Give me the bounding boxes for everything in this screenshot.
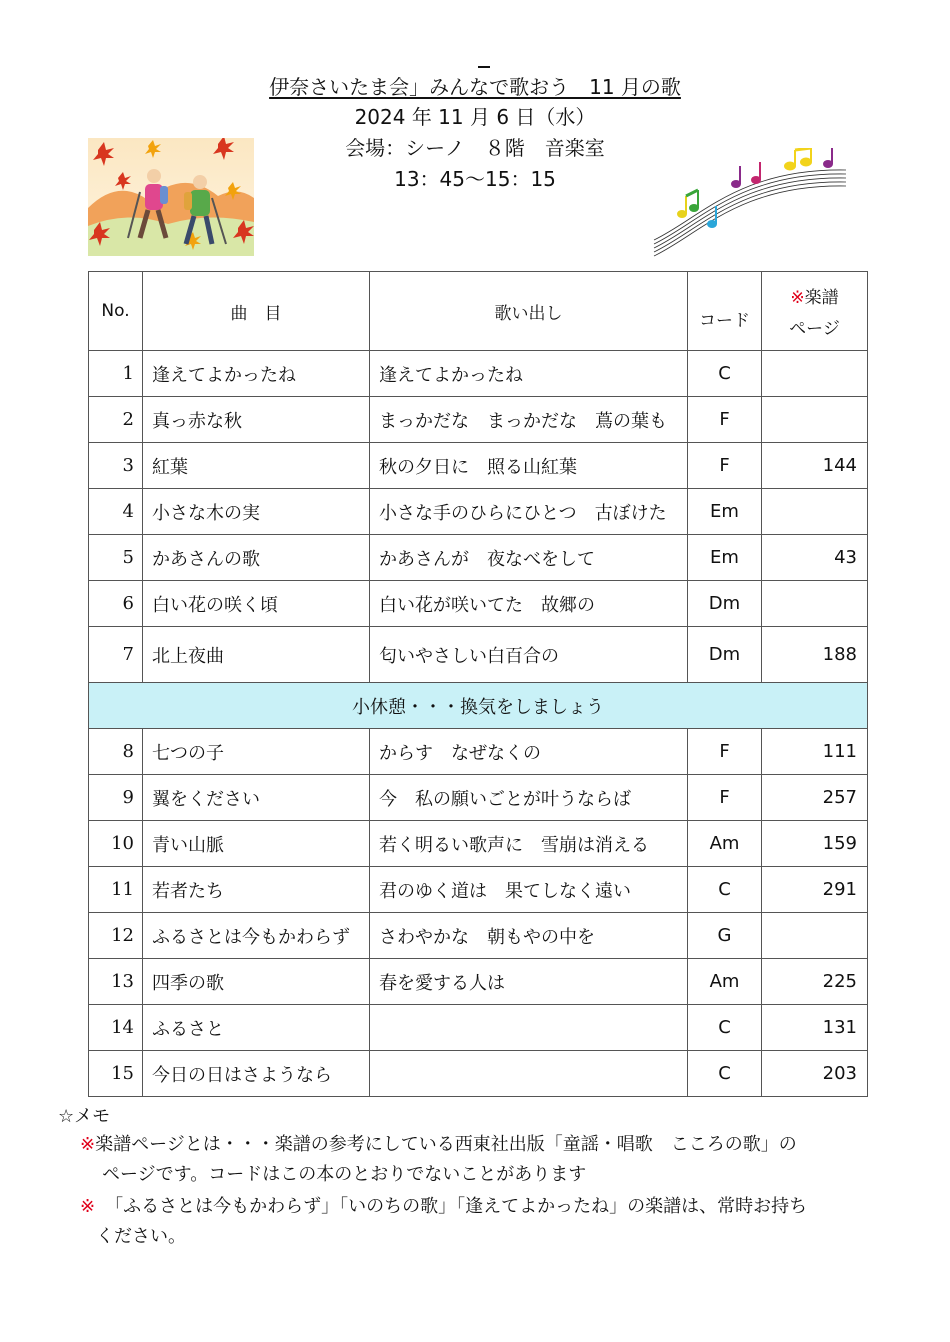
memo-note-1	[58, 1130, 918, 1190]
song-title: ふるさと	[143, 1005, 370, 1051]
song-chord: F	[688, 775, 762, 821]
song-chord: F	[688, 443, 762, 489]
song-opening: 白い花が咲いてた 故郷の	[370, 581, 688, 627]
header-page-mark: ※	[790, 288, 805, 308]
song-title: 北上夜曲	[143, 627, 370, 683]
song-number: 5	[89, 535, 143, 581]
event-time: 13：45～15：15	[394, 167, 556, 191]
song-page: 225	[762, 959, 868, 1005]
song-title: 若者たち	[143, 867, 370, 913]
song-number: 1	[89, 351, 143, 397]
table-row	[89, 1051, 868, 1097]
song-opening: 若く明るい歌声に 雪崩は消える	[370, 821, 688, 867]
song-opening	[370, 1005, 688, 1051]
table-row	[89, 489, 868, 535]
song-chord: G	[688, 913, 762, 959]
header-title: 曲 目	[143, 272, 370, 351]
song-opening: 君のゆく道は 果てしなく遠い	[370, 867, 688, 913]
memo-heading: ☆メモ	[58, 1106, 111, 1127]
song-opening	[370, 1051, 688, 1097]
song-page	[762, 913, 868, 959]
header-no: No.	[89, 272, 143, 351]
song-page: 144	[762, 443, 868, 489]
song-page: 257	[762, 775, 868, 821]
header-page-label: ページ	[789, 319, 840, 339]
song-opening: 小さな手のひらにひとつ 古ぼけた	[370, 489, 688, 535]
song-opening: からす なぜなくの	[370, 729, 688, 775]
song-title: 七つの子	[143, 729, 370, 775]
song-number: 15	[89, 1051, 143, 1097]
song-opening: 春を愛する人は	[370, 959, 688, 1005]
autumn-hikers-illustration	[88, 138, 254, 256]
song-chord: C	[688, 867, 762, 913]
song-chord: C	[688, 351, 762, 397]
song-number: 13	[89, 959, 143, 1005]
song-number: 2	[89, 397, 143, 443]
song-page	[762, 397, 868, 443]
song-title: ふるさとは今もかわらず	[143, 913, 370, 959]
break-row	[89, 683, 868, 729]
song-title: 今日の日はさようなら	[143, 1051, 370, 1097]
song-page	[762, 581, 868, 627]
song-opening: 秋の夕日に 照る山紅葉	[370, 443, 688, 489]
table-row	[89, 913, 868, 959]
song-title: 小さな木の実	[143, 489, 370, 535]
song-page	[762, 351, 868, 397]
note-1-line-2: ページです。コードはこの本のとおりでないことがあります	[102, 1164, 587, 1185]
song-number: 7	[89, 627, 143, 683]
table-row	[89, 867, 868, 913]
song-number: 3	[89, 443, 143, 489]
song-chord: F	[688, 729, 762, 775]
page-title: 伊奈さいたま会」みんなで歌おう 11 月の歌	[269, 75, 681, 99]
song-title: かあさんの歌	[143, 535, 370, 581]
song-number: 11	[89, 867, 143, 913]
header-page	[762, 272, 868, 351]
song-opening: さわやかな 朝もやの中を	[370, 913, 688, 959]
song-title: 白い花の咲く頃	[143, 581, 370, 627]
table-row	[89, 443, 868, 489]
note-2-line-1: 「ふるさとは今もかわらず」「いのちの歌」「逢えてよかったね」の楽譜は、常時お持ち	[105, 1196, 808, 1217]
song-opening: 逢えてよかったね	[370, 351, 688, 397]
song-chord: F	[688, 397, 762, 443]
song-table	[88, 271, 868, 1097]
song-number: 10	[89, 821, 143, 867]
song-opening: まっかだな まっかだな 蔦の葉も	[370, 397, 688, 443]
song-page: 159	[762, 821, 868, 867]
song-title: 翼をください	[143, 775, 370, 821]
event-date: 2024 年 11 月 6 日（水）	[354, 105, 596, 129]
header-chord: コード	[688, 272, 762, 351]
note-2-mark: ※	[80, 1196, 96, 1217]
header-page-note: 楽譜	[804, 288, 839, 308]
song-chord: Em	[688, 535, 762, 581]
table-row	[89, 351, 868, 397]
song-chord: C	[688, 1051, 762, 1097]
table-row	[89, 535, 868, 581]
song-number: 14	[89, 1005, 143, 1051]
memo-note-2	[58, 1192, 918, 1252]
table-row	[89, 775, 868, 821]
song-chord: Am	[688, 821, 762, 867]
song-number: 9	[89, 775, 143, 821]
song-number: 8	[89, 729, 143, 775]
song-chord: Dm	[688, 627, 762, 683]
note-1-mark: ※	[80, 1134, 96, 1155]
header-opening: 歌い出し	[370, 272, 688, 351]
memo-section	[58, 1102, 918, 1252]
table-row	[89, 959, 868, 1005]
song-page: 203	[762, 1051, 868, 1097]
song-chord: Dm	[688, 581, 762, 627]
song-number: 12	[89, 913, 143, 959]
song-page: 111	[762, 729, 868, 775]
table-header-row	[89, 272, 868, 351]
song-page: 291	[762, 867, 868, 913]
song-opening: 匂いやさしい白百合の	[370, 627, 688, 683]
song-title: 青い山脈	[143, 821, 370, 867]
song-chord: Em	[688, 489, 762, 535]
song-title: 真っ赤な秋	[143, 397, 370, 443]
table-row	[89, 1005, 868, 1051]
music-staff-notes-illustration	[650, 148, 850, 258]
song-page	[762, 489, 868, 535]
note-2-line-2: ください。	[96, 1226, 186, 1247]
song-opening: かあさんが 夜なべをして	[370, 535, 688, 581]
note-1-line-1: 楽譜ページとは・・・楽譜の参考にしている西東社出版「童謡・唱歌 こころの歌」の	[95, 1134, 797, 1155]
event-venue: 会場：シーノ ８階 音楽室	[345, 136, 605, 160]
song-chord: C	[688, 1005, 762, 1051]
song-page: 188	[762, 627, 868, 683]
table-row	[89, 821, 868, 867]
table-row	[89, 581, 868, 627]
song-number: 6	[89, 581, 143, 627]
table-row	[89, 627, 868, 683]
title-dash	[478, 66, 490, 68]
song-number: 4	[89, 489, 143, 535]
song-page: 131	[762, 1005, 868, 1051]
song-title: 逢えてよかったね	[143, 351, 370, 397]
break-label: 小休憩・・・換気をしましょう	[89, 683, 868, 729]
song-chord: Am	[688, 959, 762, 1005]
song-title: 四季の歌	[143, 959, 370, 1005]
song-opening: 今 私の願いごとが叶うならば	[370, 775, 688, 821]
table-row	[89, 729, 868, 775]
song-page: 43	[762, 535, 868, 581]
song-title: 紅葉	[143, 443, 370, 489]
table-row	[89, 397, 868, 443]
